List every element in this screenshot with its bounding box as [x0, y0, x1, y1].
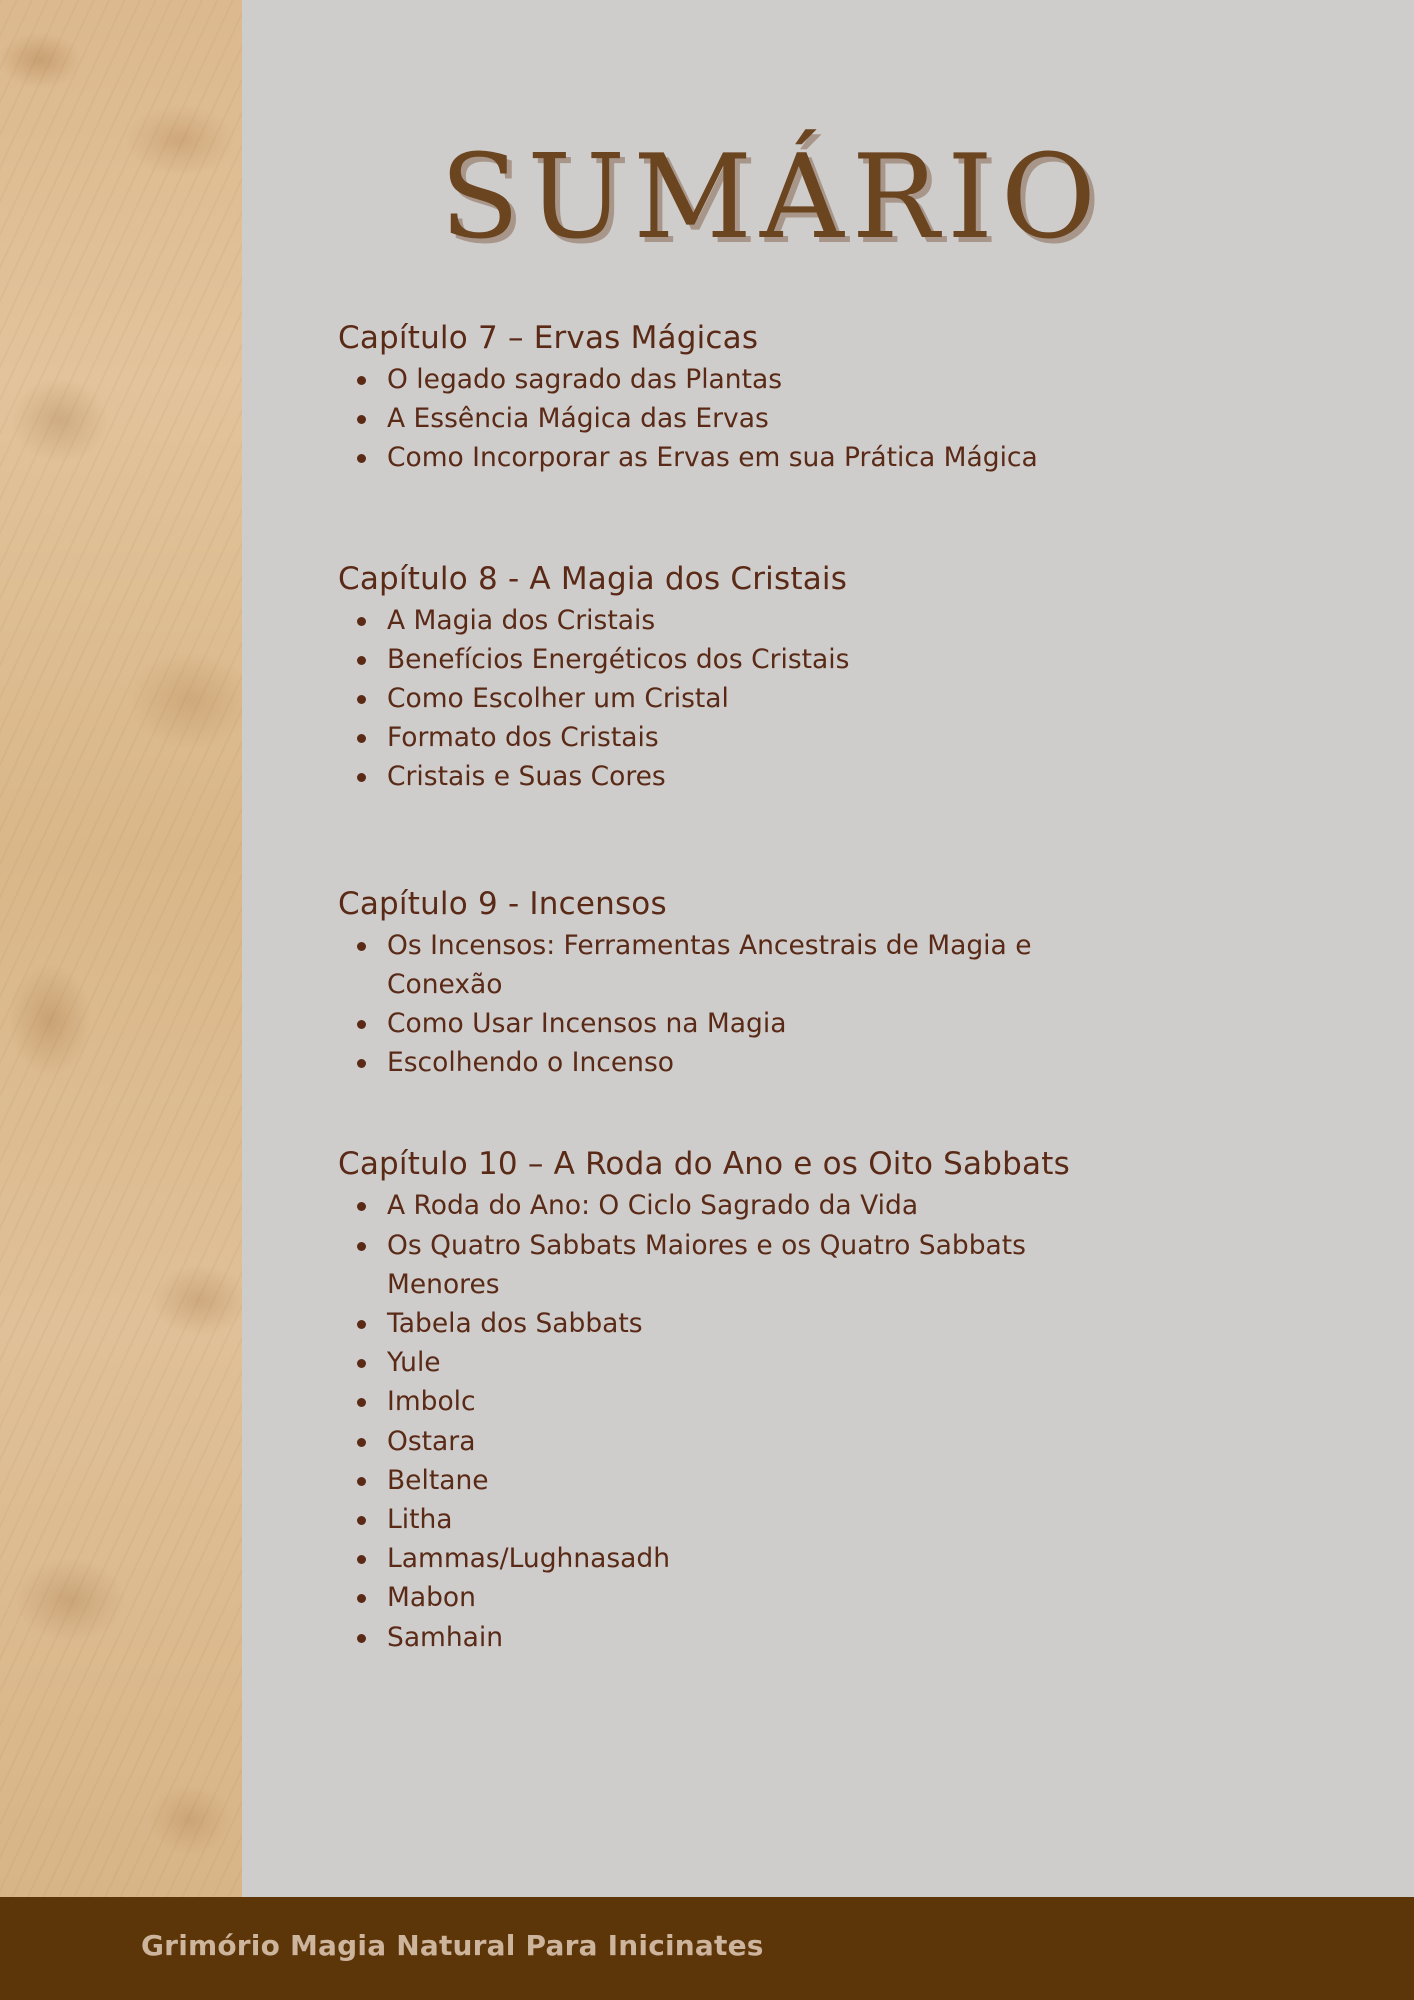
chapter-heading: Capítulo 7 – Ervas Mágicas — [338, 320, 759, 356]
list-item: Escolhendo o Incenso — [387, 1043, 1117, 1082]
list-item: Como Usar Incensos na Magia — [387, 1004, 1117, 1043]
list-item: A Essência Mágica das Ervas — [387, 399, 1117, 438]
list-item: Imbolc — [387, 1382, 1117, 1421]
list-item: Benefícios Energéticos dos Cristais — [387, 640, 1117, 679]
list-item: Como Incorporar as Ervas em sua Prática Mágica — [387, 438, 1117, 477]
list-item: Ostara — [387, 1422, 1117, 1461]
list-item: A Magia dos Cristais — [387, 601, 1117, 640]
parchment-side-panel — [0, 0, 242, 1897]
list-item: O legado sagrado das Plantas — [387, 360, 1117, 399]
table-of-contents — [338, 316, 1338, 1657]
list-item: A Roda do Ano: O Ciclo Sagrado da Vida — [387, 1186, 1117, 1225]
list-item: Mabon — [387, 1578, 1117, 1617]
list-item: Samhain — [387, 1618, 1117, 1657]
footer-bar — [0, 1897, 1414, 2000]
chapter-9 — [338, 882, 1338, 1083]
chapter-heading: Capítulo 10 – A Roda do Ano e os Oito Sabbats — [338, 1146, 1070, 1183]
list-item: Os Incensos: Ferramentas Ancestrais de Magia e Conexão — [387, 926, 1117, 1004]
list-item: Cristais e Suas Cores — [387, 757, 1117, 796]
list-item: Tabela dos Sabbats — [387, 1304, 1117, 1343]
list-item: Formato dos Cristais — [387, 718, 1117, 757]
chapter-8 — [338, 557, 1338, 797]
list-item: Litha — [387, 1500, 1117, 1539]
chapter-topic-list — [338, 926, 1338, 1083]
chapter-10 — [338, 1142, 1338, 1656]
list-item: Como Escolher um Cristal — [387, 679, 1117, 718]
footer-book-title: Grimório Magia Natural Para Inicinates — [141, 1929, 764, 1962]
list-item: Yule — [387, 1343, 1117, 1382]
chapter-7 — [338, 316, 1338, 478]
chapter-heading: Capítulo 9 - Incensos — [338, 885, 667, 922]
page-title: SUMÁRIO — [439, 130, 1105, 265]
chapter-topic-list — [338, 360, 1338, 478]
list-item: Os Quatro Sabbats Maiores e os Quatro Sabbats Menores — [387, 1226, 1117, 1304]
chapter-topic-list — [338, 601, 1338, 797]
chapter-topic-list — [338, 1186, 1338, 1656]
list-item: Beltane — [387, 1461, 1117, 1500]
list-item: Lammas/Lughnasadh — [387, 1539, 1117, 1578]
chapter-heading: Capítulo 8 - A Magia dos Cristais — [338, 560, 848, 597]
